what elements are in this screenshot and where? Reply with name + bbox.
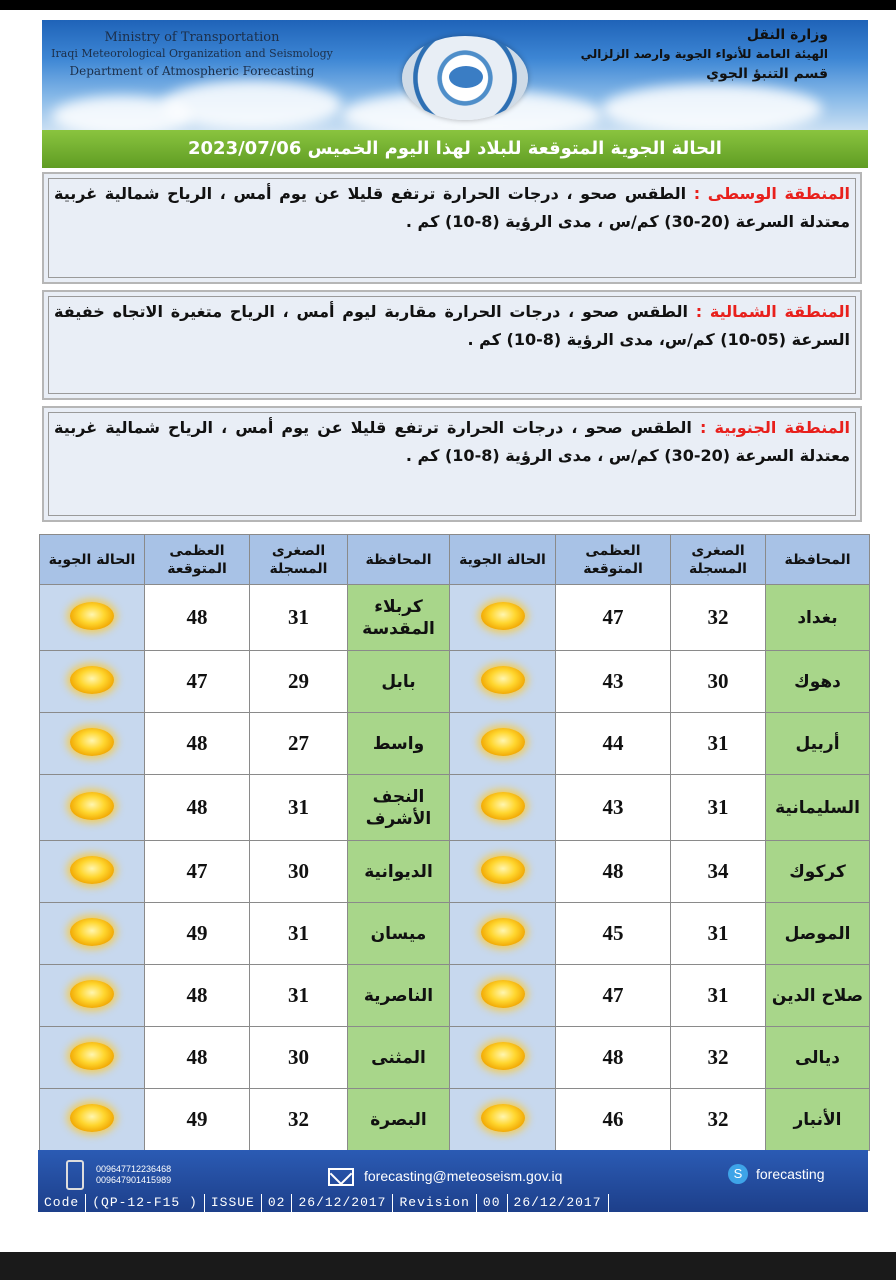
table-row bbox=[40, 1027, 870, 1089]
document-header bbox=[42, 20, 868, 130]
email-address: forecasting@meteoseism.gov.iq bbox=[364, 1168, 563, 1184]
region-north-title: المنطقة الشمالية : bbox=[695, 302, 851, 321]
sunny-icon bbox=[70, 856, 114, 884]
governorate-cell: الأنبار bbox=[766, 1089, 870, 1151]
governorate-cell: الموصل bbox=[766, 903, 870, 965]
region-central-forecast: الطقس صحو ، درجات الحرارة ترتفع قليلا عن يوم أمس ، الرياح شمالية غربية معتدلة السرعة (20-30) كم/س ، مدى الرؤية (8-10) كم . bbox=[54, 184, 850, 231]
col-weather: الحالة الجوية bbox=[40, 535, 145, 585]
weather-cell bbox=[40, 585, 145, 651]
weather-cell bbox=[40, 713, 145, 775]
sunny-icon bbox=[70, 602, 114, 630]
max-temp-cell: 48 bbox=[145, 1027, 250, 1089]
sunny-icon bbox=[481, 792, 525, 820]
table-row bbox=[40, 651, 870, 713]
department-name-ar: قسم التنبؤ الجوي bbox=[706, 66, 828, 82]
cloud-decoration bbox=[162, 80, 342, 130]
bottom-border bbox=[0, 1252, 896, 1280]
weather-cell bbox=[40, 841, 145, 903]
weather-cell bbox=[450, 1027, 556, 1089]
code-bar-item: Revision bbox=[393, 1194, 476, 1212]
organization-name-ar: الهيئة العامة للأنواء الجوية وارصد الزلزالي bbox=[580, 47, 828, 61]
region-north bbox=[42, 290, 862, 400]
region-north-forecast: الطقس صحو ، درجات الحرارة مقاربة ليوم أمس ، الرياح متغيرة الاتجاه خفيفة السرعة (05-10) كم/س، مدى الرؤية (8-10) كم . bbox=[54, 302, 850, 349]
governorate-cell: أربيل bbox=[766, 713, 870, 775]
document-code-bar bbox=[38, 1194, 868, 1212]
table-row bbox=[40, 713, 870, 775]
governorate-cell: كركوك bbox=[766, 841, 870, 903]
min-temp-cell: 31 bbox=[671, 903, 766, 965]
governorate-cell: البصرة bbox=[348, 1089, 450, 1151]
skype-icon: S bbox=[728, 1164, 748, 1184]
min-temp-cell: 30 bbox=[250, 841, 348, 903]
forecast-table-body bbox=[40, 585, 870, 1151]
top-border bbox=[0, 0, 896, 10]
region-central bbox=[42, 172, 862, 284]
col-governorate: المحافظة bbox=[766, 535, 870, 585]
max-temp-cell: 48 bbox=[145, 585, 250, 651]
region-central-title: المنطقة الوسطى : bbox=[693, 184, 851, 203]
weather-cell bbox=[40, 1089, 145, 1151]
code-bar-item: ISSUE bbox=[205, 1194, 262, 1212]
sunny-icon bbox=[481, 980, 525, 1008]
sunny-icon bbox=[481, 1104, 525, 1132]
min-temp-cell: 29 bbox=[250, 651, 348, 713]
weather-cell bbox=[450, 713, 556, 775]
table-row bbox=[40, 585, 870, 651]
governorate-cell: صلاح الدين bbox=[766, 965, 870, 1027]
phone-icon bbox=[66, 1160, 84, 1190]
governorate-cell: دهوك bbox=[766, 651, 870, 713]
max-temp-cell: 48 bbox=[145, 775, 250, 841]
max-temp-cell: 45 bbox=[556, 903, 671, 965]
weather-cell bbox=[450, 965, 556, 1027]
weather-cell bbox=[450, 775, 556, 841]
sunny-icon bbox=[481, 666, 525, 694]
col-max: العظمى المتوقعة bbox=[145, 535, 250, 585]
governorate-cell: النجف الأشرف bbox=[348, 775, 450, 841]
code-bar-item: Code bbox=[38, 1194, 86, 1212]
sunny-icon bbox=[481, 1042, 525, 1070]
governorate-cell: بابل bbox=[348, 651, 450, 713]
title-bar bbox=[42, 130, 868, 168]
weather-cell bbox=[450, 841, 556, 903]
region-central-text bbox=[54, 180, 850, 236]
organization-name-en: Iraqi Meteorological Organization and Seismology bbox=[51, 47, 333, 60]
sunny-icon bbox=[481, 602, 525, 630]
max-temp-cell: 43 bbox=[556, 651, 671, 713]
header-arabic bbox=[568, 26, 828, 84]
weather-cell bbox=[40, 775, 145, 841]
col-min: الصغرى المسجلة bbox=[250, 535, 348, 585]
min-temp-cell: 30 bbox=[250, 1027, 348, 1089]
governorate-cell: المثنى bbox=[348, 1027, 450, 1089]
weather-cell bbox=[40, 651, 145, 713]
col-weather: الحالة الجوية bbox=[450, 535, 556, 585]
sunny-icon bbox=[70, 728, 114, 756]
max-temp-cell: 48 bbox=[145, 965, 250, 1027]
max-temp-cell: 46 bbox=[556, 1089, 671, 1151]
min-temp-cell: 32 bbox=[671, 1027, 766, 1089]
code-bar-item: 26/12/2017 bbox=[292, 1194, 393, 1212]
phone-number: 009647901415989 bbox=[96, 1175, 172, 1185]
logo-map-icon bbox=[449, 66, 483, 88]
weather-cell bbox=[40, 1027, 145, 1089]
table-row bbox=[40, 775, 870, 841]
min-temp-cell: 32 bbox=[250, 1089, 348, 1151]
header-english bbox=[42, 30, 342, 80]
col-governorate: المحافظة bbox=[348, 535, 450, 585]
min-temp-cell: 31 bbox=[250, 965, 348, 1027]
governorate-cell: ديالى bbox=[766, 1027, 870, 1089]
page-title: الحالة الجوية المتوقعة للبلاد لهذا اليوم الخميس 2023/07/06 bbox=[188, 138, 722, 159]
governorate-cell: السليمانية bbox=[766, 775, 870, 841]
region-north-text bbox=[54, 298, 850, 354]
governorate-cell: الناصرية bbox=[348, 965, 450, 1027]
sunny-icon bbox=[481, 728, 525, 756]
code-bar-item: (QP-12-F15 ) bbox=[86, 1194, 205, 1212]
code-bar-item: 02 bbox=[262, 1194, 293, 1212]
table-row bbox=[40, 965, 870, 1027]
table-row bbox=[40, 1089, 870, 1151]
min-temp-cell: 32 bbox=[671, 585, 766, 651]
region-south-forecast: الطقس صحو ، درجات الحرارة ترتفع قليلا عن يوم أمس ، الرياح شمالية غربية معتدلة السرعة (20-30) كم/س ، مدى الرؤية (8-10) كم . bbox=[54, 418, 850, 465]
table-row bbox=[40, 841, 870, 903]
code-bar-item: 26/12/2017 bbox=[508, 1194, 609, 1212]
region-south-text bbox=[54, 414, 850, 470]
region-south bbox=[42, 406, 862, 522]
cloud-decoration bbox=[602, 84, 822, 130]
phone-number: 009647712236468 bbox=[96, 1164, 172, 1174]
region-south-title: المنطقة الجنوبية : bbox=[700, 418, 851, 437]
code-bar-item: 00 bbox=[477, 1194, 508, 1212]
min-temp-cell: 31 bbox=[671, 775, 766, 841]
governorate-cell: الديوانية bbox=[348, 841, 450, 903]
document-footer bbox=[38, 1150, 868, 1212]
max-temp-cell: 48 bbox=[556, 841, 671, 903]
cloud-decoration bbox=[52, 96, 192, 130]
governorate-cell: واسط bbox=[348, 713, 450, 775]
sunny-icon bbox=[70, 666, 114, 694]
governorate-cell: كربلاء المقدسة bbox=[348, 585, 450, 651]
forecast-table bbox=[39, 534, 870, 1151]
min-temp-cell: 27 bbox=[250, 713, 348, 775]
max-temp-cell: 47 bbox=[145, 841, 250, 903]
sunny-icon bbox=[70, 792, 114, 820]
sunny-icon bbox=[70, 1042, 114, 1070]
sunny-icon bbox=[481, 918, 525, 946]
sunny-icon bbox=[70, 1104, 114, 1132]
max-temp-cell: 48 bbox=[556, 1027, 671, 1089]
ministry-name-en: Ministry of Transportation bbox=[104, 30, 280, 45]
max-temp-cell: 47 bbox=[145, 651, 250, 713]
ministry-name-ar: وزارة النقل bbox=[746, 27, 828, 43]
max-temp-cell: 49 bbox=[145, 1089, 250, 1151]
table-row bbox=[40, 903, 870, 965]
skype-name: forecasting bbox=[756, 1166, 825, 1182]
governorate-cell: ميسان bbox=[348, 903, 450, 965]
min-temp-cell: 31 bbox=[250, 903, 348, 965]
weather-cell bbox=[40, 903, 145, 965]
min-temp-cell: 32 bbox=[671, 1089, 766, 1151]
max-temp-cell: 47 bbox=[556, 585, 671, 651]
sunny-icon bbox=[70, 980, 114, 1008]
department-name-en: Department of Atmospheric Forecasting bbox=[69, 64, 315, 78]
weather-cell bbox=[450, 1089, 556, 1151]
weather-cell bbox=[450, 903, 556, 965]
organization-logo bbox=[402, 36, 528, 120]
max-temp-cell: 44 bbox=[556, 713, 671, 775]
max-temp-cell: 48 bbox=[145, 713, 250, 775]
sunny-icon bbox=[481, 856, 525, 884]
max-temp-cell: 49 bbox=[145, 903, 250, 965]
min-temp-cell: 31 bbox=[671, 965, 766, 1027]
max-temp-cell: 43 bbox=[556, 775, 671, 841]
min-temp-cell: 31 bbox=[250, 775, 348, 841]
email-icon bbox=[328, 1168, 354, 1186]
phone-numbers bbox=[96, 1164, 171, 1186]
weather-cell bbox=[450, 651, 556, 713]
min-temp-cell: 30 bbox=[671, 651, 766, 713]
min-temp-cell: 34 bbox=[671, 841, 766, 903]
weather-cell bbox=[450, 585, 556, 651]
sunny-icon bbox=[70, 918, 114, 946]
weather-cell bbox=[40, 965, 145, 1027]
max-temp-cell: 47 bbox=[556, 965, 671, 1027]
governorate-cell: بغداد bbox=[766, 585, 870, 651]
col-max: العظمى المتوقعة bbox=[556, 535, 671, 585]
min-temp-cell: 31 bbox=[671, 713, 766, 775]
col-min: الصغرى المسجلة bbox=[671, 535, 766, 585]
min-temp-cell: 31 bbox=[250, 585, 348, 651]
